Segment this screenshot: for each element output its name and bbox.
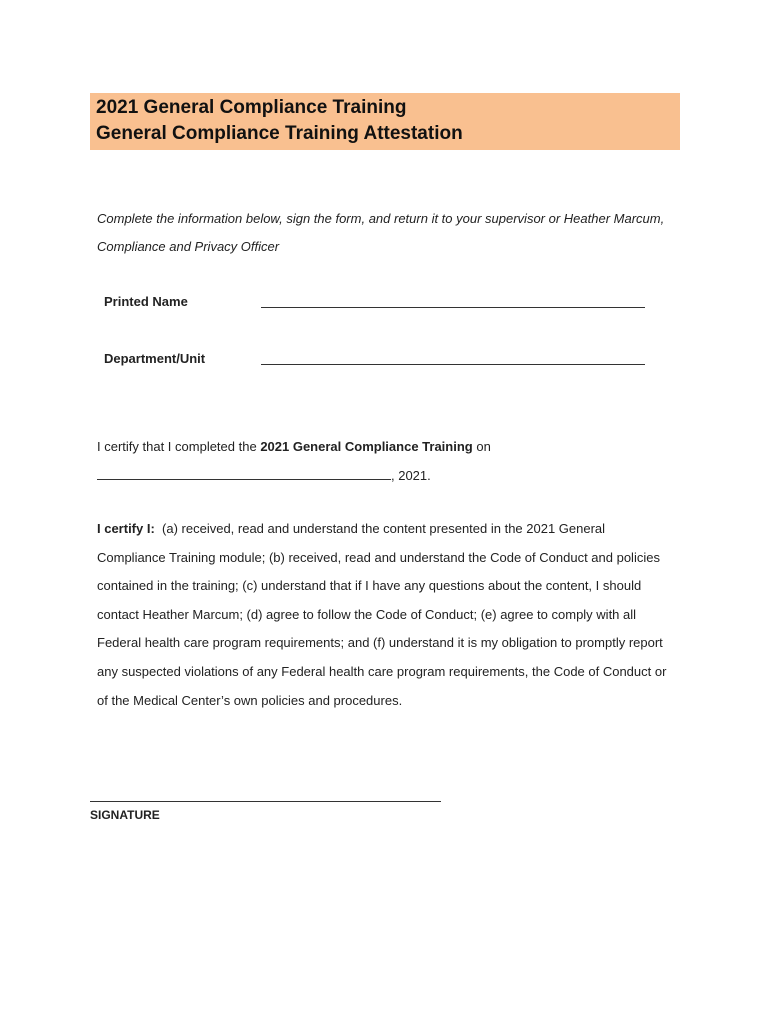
page-title: 2021 General Compliance Training <box>96 97 407 118</box>
instructions-text: Complete the information below, sign the form, and return it to your supervisor or Heather Marcum, Compliance and Privacy Officer <box>97 211 665 254</box>
page-subtitle: General Compliance Training Attestation <box>96 123 463 144</box>
completion-date-field[interactable] <box>97 465 391 480</box>
department-field[interactable] <box>261 364 645 365</box>
signature-field[interactable] <box>90 801 441 802</box>
certify-suffix: on <box>472 439 491 454</box>
signature-label: SIGNATURE <box>90 808 160 822</box>
training-name: 2021 General Compliance Training <box>260 439 473 454</box>
printed-name-row <box>104 293 649 315</box>
certify-prefix: I certify that I completed the <box>97 439 261 454</box>
department-label: Department/Unit <box>104 351 206 366</box>
title-banner <box>90 93 680 150</box>
printed-name-label: Printed Name <box>104 294 188 309</box>
department-row <box>104 350 649 372</box>
certify-completion-statement <box>97 432 677 490</box>
year-suffix: , 2021. <box>391 468 431 483</box>
printed-name-field[interactable] <box>261 307 645 308</box>
certify-lead: I certify I: <box>97 521 155 536</box>
certification-paragraph <box>97 515 677 715</box>
certify-body-text: (a) received, read and understand the content presented in the 2021 General Compliance Training module; (b) received, read and understand the Code of Conduct and policies contained in the training; (c) understand that if I have any questions about the content, I should contact Heather Marcum; (d) agree to follow the Code of Conduct; (e) agree to comply with all Federal health care program requirements; and (f) understand it is my obligation to promptly report any suspected violations of any Federal health care program requirements, the Code of Conduct or of the Medical Center’s own policies and procedures. <box>97 521 667 708</box>
